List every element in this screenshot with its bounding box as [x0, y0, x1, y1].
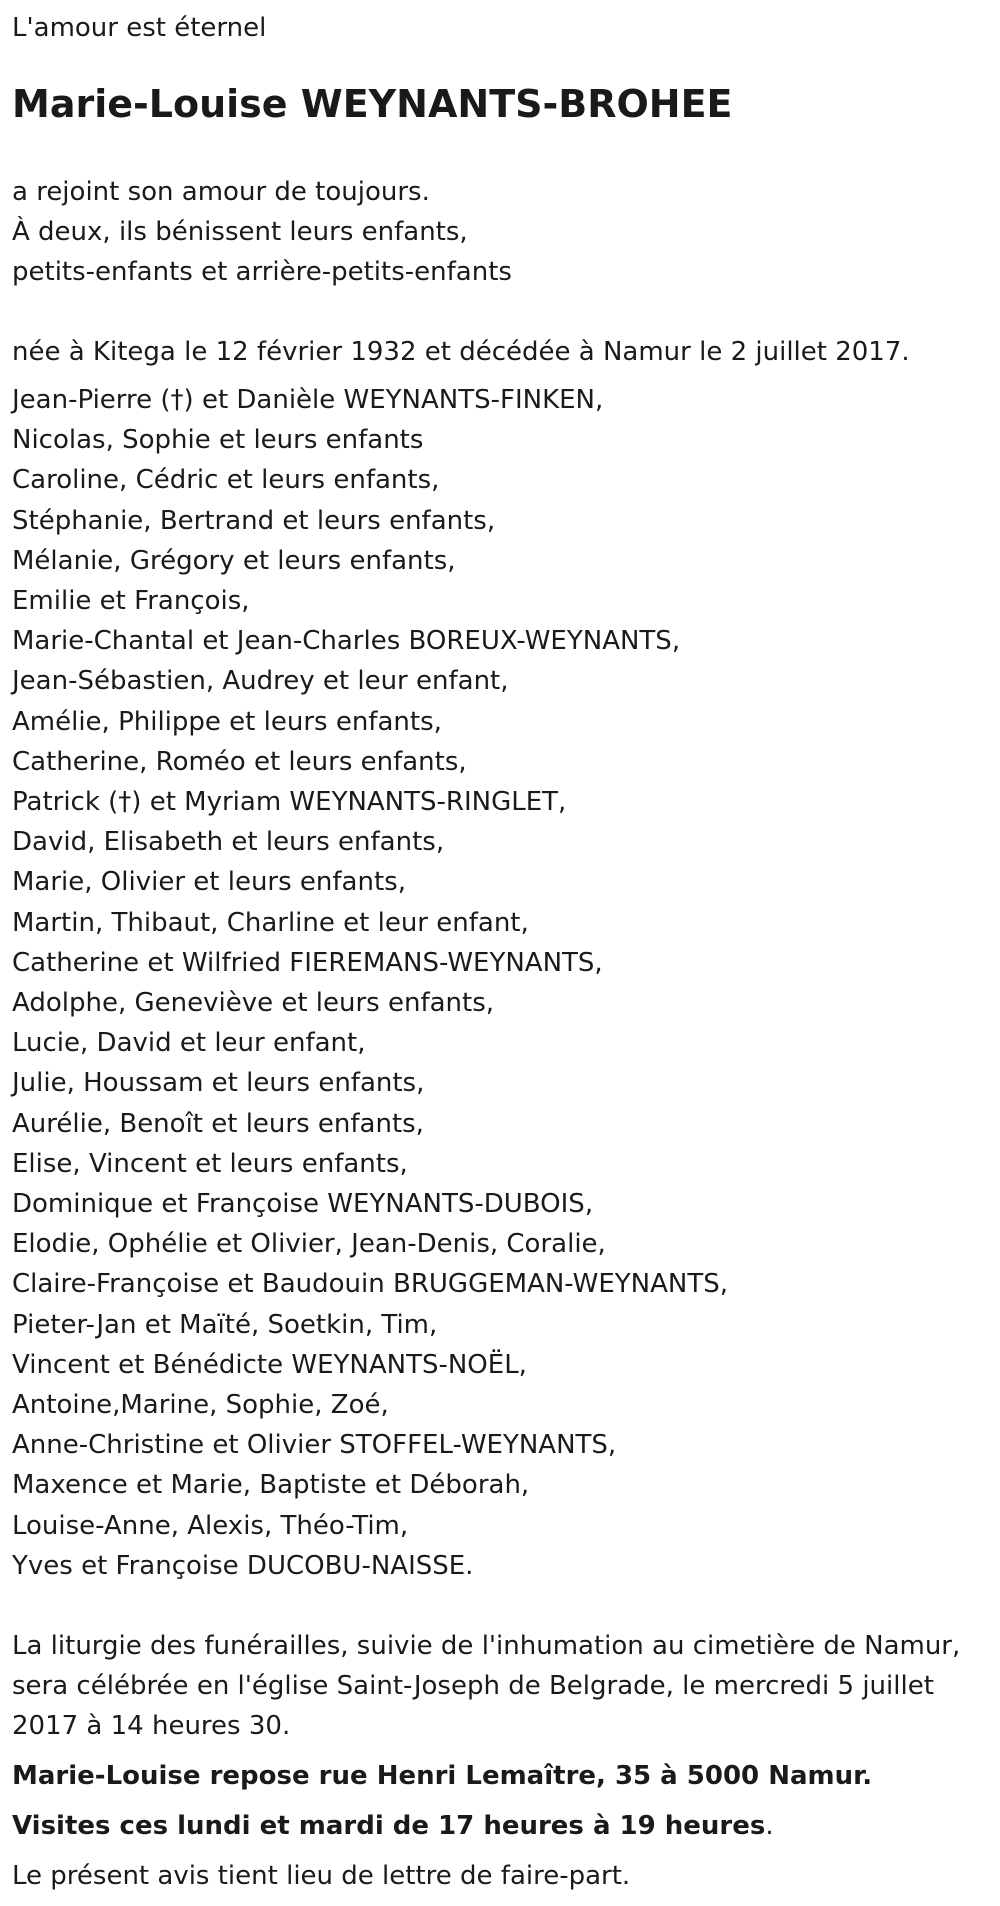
- faire-part-notice: Le présent avis tient lieu de lettre de faire-part.: [12, 1861, 631, 1892]
- family-line: David, Elisabeth et leurs enfants,: [12, 827, 445, 858]
- family-line: Dominique et Françoise WEYNANTS-DUBOIS,: [12, 1189, 594, 1220]
- family-line: Adolphe, Geneviève et leurs enfants,: [12, 988, 495, 1019]
- family-line: Jean-Sébastien, Audrey et leur enfant,: [12, 666, 509, 697]
- family-line: Elodie, Ophélie et Olivier, Jean-Denis, Coralie,: [12, 1229, 606, 1260]
- family-line: Louise-Anne, Alexis, Théo-Tim,: [12, 1510, 409, 1541]
- family-line: Elise, Vincent et leurs enfants,: [12, 1148, 408, 1179]
- family-line: Yves et Françoise DUCOBU-NAISSE.: [12, 1550, 474, 1581]
- family-line: Martin, Thibaut, Charline et leur enfant,: [12, 907, 529, 938]
- family-line: Marie-Chantal et Jean-Charles BOREUX-WEYNANTS,: [12, 626, 681, 657]
- family-line: Antoine,Marine, Sophie, Zoé,: [12, 1390, 389, 1421]
- family-line: Nicolas, Sophie et leurs enfants: [12, 425, 424, 456]
- family-line: Stéphanie, Bertrand et leurs enfants,: [12, 505, 496, 536]
- family-line: Julie, Houssam et leurs enfants,: [12, 1068, 425, 1099]
- family-line: Marie, Olivier et leurs enfants,: [12, 867, 406, 898]
- family-line: Vincent et Bénédicte WEYNANTS-NOËL,: [12, 1349, 527, 1380]
- spacer: [12, 292, 988, 332]
- family-line: Patrick (†) et Myriam WEYNANTS-RINGLET,: [12, 787, 567, 818]
- family-line: Lucie, David et leur enfant,: [12, 1028, 366, 1059]
- family-line: Maxence et Marie, Baptiste et Déborah,: [12, 1470, 530, 1501]
- intro-line: a rejoint son amour de toujours.: [12, 177, 430, 207]
- tagline: L'amour est éternel: [12, 13, 267, 43]
- intro-text: [12, 172, 988, 292]
- intro-line: petits-enfants et arrière-petits-enfants: [12, 257, 512, 287]
- family-line: Caroline, Cédric et leurs enfants,: [12, 465, 440, 496]
- funeral-details: [12, 1626, 988, 1746]
- intro-line: À deux, ils bénissent leurs enfants,: [12, 217, 468, 247]
- funeral-line: sera célébrée en l'église Saint-Joseph de Belgrade, le mercredi 5 juillet: [12, 1671, 934, 1702]
- deceased-name: Marie-Louise WEYNANTS-BROHEE: [12, 82, 733, 126]
- birth-death-dates: née à Kitega le 12 février 1932 et décédée à Namur le 2 juillet 2017.: [12, 337, 910, 367]
- family-line: Emilie et François,: [12, 586, 250, 617]
- visiting-hours-text: Visites ces lundi et mardi de 17 heures à 19 heures: [12, 1811, 766, 1842]
- spacer: [12, 1586, 988, 1626]
- family-line: Jean-Pierre (†) et Danièle WEYNANTS-FINKEN,: [12, 385, 604, 415]
- family-line: Anne-Christine et Olivier STOFFEL-WEYNANTS,: [12, 1430, 617, 1461]
- family-line: Catherine et Wilfried FIEREMANS-WEYNANTS,: [12, 947, 603, 978]
- rest-location: Marie-Louise repose rue Henri Lemaître, 35 à 5000 Namur.: [12, 1761, 873, 1792]
- family-list: [12, 380, 988, 1586]
- visiting-hours: [12, 1806, 988, 1846]
- family-line: Claire-Françoise et Baudouin BRUGGEMAN-WEYNANTS,: [12, 1269, 728, 1300]
- funeral-line: 2017 à 14 heures 30.: [12, 1711, 291, 1742]
- funeral-line: La liturgie des funérailles, suivie de l'inhumation au cimetière de Namur,: [12, 1631, 961, 1662]
- family-line: Amélie, Philippe et leurs enfants,: [12, 706, 442, 737]
- family-line: Catherine, Roméo et leurs enfants,: [12, 746, 467, 777]
- family-line: Pieter-Jan et Maïté, Soetkin, Tim,: [12, 1309, 438, 1340]
- family-line: Aurélie, Benoît et leurs enfants,: [12, 1108, 424, 1139]
- family-line: Mélanie, Grégory et leurs enfants,: [12, 545, 456, 576]
- visiting-hours-period: .: [765, 1811, 774, 1842]
